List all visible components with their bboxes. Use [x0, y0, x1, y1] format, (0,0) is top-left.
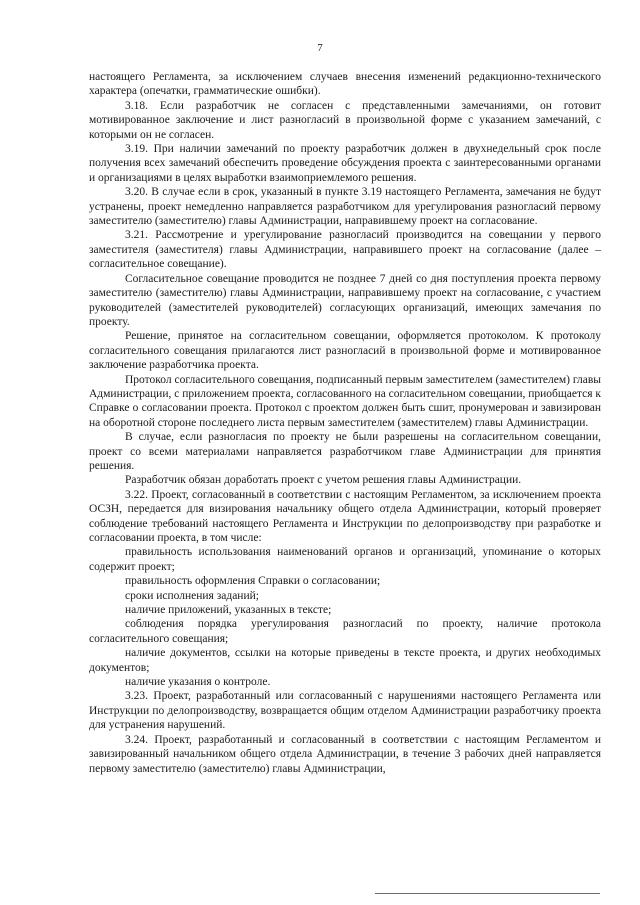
list-item-disagreement-procedure: соблюдения порядка урегулирования разногласий по проекту, наличие протокола согласительного совещания;	[89, 618, 601, 645]
paragraph-protocol-signed: Протокол согласительного совещания, подписанный первым заместителем (заместителем) главы Администрации, с приложением проекта, согласованного на согласительном совещании, приобщается к Справке о согласовании проекта. Протокол с проектом должен быть сшит, пронумерован и завизирован на оборотной стороне последнего листа первым заместителем (заместителем) главы Администрации.	[89, 373, 601, 429]
document-body	[89, 70, 601, 776]
paragraph-3-20: 3.20. В случае если в срок, указанный в пункте 3.19 настоящего Регламента, замечания не будут устранены, проект немедленно направляется разработчиком для урегулирования разногласий первому заместителю (заместителю) главы Администрации, направившему проект на согласование.	[89, 186, 601, 228]
list-item-referenced-documents: наличие документов, ссылки на которые приведены в тексте проекта, и других необходимых документов;	[89, 647, 601, 674]
paragraph-3-19: 3.19. При наличии замечаний по проекту разработчик должен в двухнедельный срок после получения всех замечаний обеспечить проведение обсуждения проекта с заинтересованными органами и организациями в целях выработки взаимоприемлемого решения.	[89, 143, 601, 184]
paragraph-unresolved-disagreements: В случае, если разногласия по проекту не были разрешены на согласительном совещании, проект со всеми материалами направляется разработчиком главе Администрации для принятия решения.	[89, 431, 601, 472]
paragraph-decision-protocol: Решение, принятое на согласительном совещании, оформляется протоколом. К протоколу согласительного совещания прилагаются лист разногласий в произвольной форме и мотивированное заключение разработчика проекта.	[89, 330, 601, 372]
paragraph-3-24: 3.24. Проект, разработанный и согласованный в соответствии с настоящим Регламентом и завизированный начальником общего отдела Администрации, в течение 3 рабочих дней направляется первому заместителю (заместителю) главы Администрации,	[89, 733, 601, 775]
page-number: 7	[317, 42, 323, 54]
paragraph-3-18: 3.18. Если разработчик не согласен с представленными замечаниями, он готовит мотивированное заключение и лист разногласий в произвольной форме с указанием замечаний, с которыми он не согласен.	[89, 99, 601, 141]
bottom-divider-line	[375, 893, 600, 894]
list-item-deadlines: сроки исполнения заданий;	[125, 589, 259, 602]
paragraph-3-23: 3.23. Проект, разработанный или согласованный с нарушениями настоящего Регламента или Инструкции по делопроизводству, возвращается общим отделом Администрации разработчику проекта для устранения нарушений.	[89, 690, 601, 732]
list-item-attachments: наличие приложений, указанных в тексте;	[125, 604, 332, 617]
paragraph-developer-obligation: Разработчик обязан доработать проект с учетом решения главы Администрации.	[125, 474, 522, 487]
paragraph-continuation: настоящего Регламента, за исключением случаев внесения изменений редакционно-технического характера (опечатки, грамматические ошибки).	[89, 71, 601, 98]
list-item-names-usage: правильность использования наименований органов и организаций, упоминание о которых содержит проект;	[89, 546, 601, 573]
paragraph-3-22: 3.22. Проект, согласованный в соответствии с настоящим Регламентом, за исключением проекта ОСЗН, передается для визирования начальнику общего отдела Администрации, который проверяет соблюдение требований настоящего Регламента и Инструкции по делопроизводству при разработке и согласовании проекта, в том числе:	[89, 488, 601, 544]
list-item-approval-reference: правильность оформления Справки о согласовании;	[125, 575, 381, 588]
paragraph-3-21: 3.21. Рассмотрение и урегулирование разногласий производится на совещании у первого заместителя (заместителя) главы Администрации, направившего проект на согласование (далее – согласительное совещание).	[89, 229, 601, 271]
list-item-control-note: наличие указания о контроле.	[125, 676, 271, 689]
paragraph-conciliation-meeting: Согласительное совещание проводится не позднее 7 дней со дня поступления проекта первому заместителю (заместителю) главы Администрации, направившему проект на согласование, с участием руководителей (заместителей руководителей) согласующих организаций, имеющих замечания по проекту.	[89, 272, 601, 328]
